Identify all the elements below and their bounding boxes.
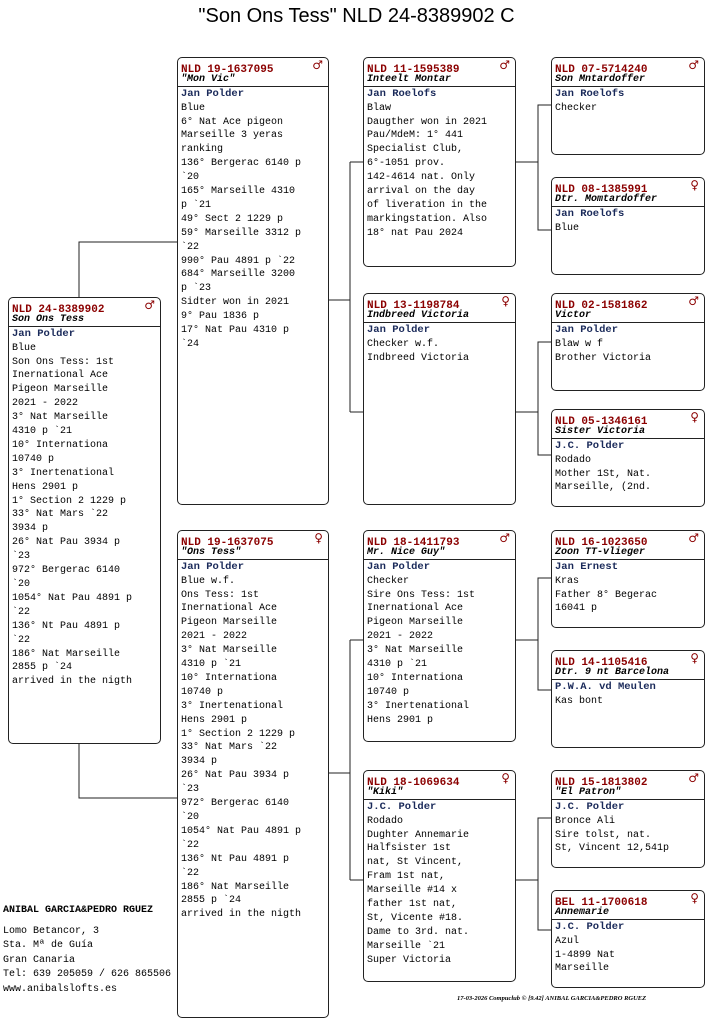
- owner-name: J.C. Polder: [367, 801, 437, 813]
- pigeon-name: Zoon TT-vlieger: [552, 546, 704, 560]
- owner-name: J.C. Polder: [555, 921, 625, 933]
- sex-symbol-icon: ♂: [688, 531, 699, 545]
- owner-name: Jan Ernest: [555, 561, 619, 573]
- pigeon-card-sds[interactable]: [551, 293, 705, 391]
- sex-symbol-icon: ♂: [312, 58, 323, 72]
- pigeon-info: Checker w.f. Indbreed Victoria: [367, 338, 470, 364]
- pigeon-info: Checker: [555, 102, 598, 114]
- ring-number: NLD 11-1595389: [367, 64, 460, 76]
- breeder-address-line: Lomo Betancor, 3: [3, 925, 100, 937]
- owner-name: J.C. Polder: [555, 801, 625, 813]
- owner-name: Jan Roelofs: [555, 88, 625, 100]
- pigeon-info: Blaw Daugther won in 2021 Pau/MdeM: 1° 441 Specialist Club, 6°-1051 prov. 142-4614 nat. Only arrival on the day of liveration in the markingstation. Also 18° nat Pau 2024: [367, 102, 488, 239]
- pigeon-name: Victor: [552, 309, 704, 323]
- pigeon-info: Blaw w f Brother Victoria: [555, 338, 652, 364]
- pigeon-info: Checker Sire Ons Tess: 1st Inernational Ace Pigeon Marseille 2021 - 2022 3° Nat Marseille 4310 p `21 10° Internationa 10740 p 3° Inertenational Hens 2901 p: [367, 575, 476, 726]
- sex-symbol-icon: ♀: [690, 651, 699, 665]
- ring-number: NLD 02-1581862: [555, 300, 648, 312]
- owner-name: J.C. Polder: [555, 440, 625, 452]
- pigeon-name: Dtr. 9 nt Barcelona: [552, 666, 704, 680]
- sex-symbol-icon: ♀: [690, 410, 699, 424]
- pigeon-card-ssd[interactable]: [551, 177, 705, 275]
- sex-symbol-icon: ♀: [690, 891, 699, 905]
- ring-number: NLD 13-1198784: [367, 300, 460, 312]
- sex-symbol-icon: ♀: [314, 531, 323, 545]
- pigeon-name: "Kiki": [364, 786, 515, 800]
- owner-name: Jan Polder: [181, 561, 245, 573]
- breeder-info: [3, 904, 171, 997]
- ring-number: BEL 11-1700618: [555, 897, 648, 909]
- owner-name: Jan Polder: [12, 328, 76, 340]
- pigeon-name: Son Mntardoffer: [552, 73, 704, 87]
- ring-number: NLD 07-5714240: [555, 64, 648, 76]
- owner-name: Jan Roelofs: [555, 208, 625, 220]
- ring-number: NLD 24-8389902: [12, 304, 105, 316]
- pigeon-name: Son Ons Tess: [9, 313, 160, 327]
- sex-symbol-icon: ♂: [144, 298, 155, 312]
- pigeon-name: "Mon Vic": [178, 73, 328, 87]
- ring-number: NLD 19-1637075: [181, 537, 274, 549]
- pigeon-card-subject[interactable]: [8, 297, 161, 744]
- pigeon-card-sire[interactable]: [177, 57, 329, 505]
- pigeon-name: Mr. Nice Guy": [364, 546, 515, 560]
- pigeon-info: Blue w.f. Ons Tess: 1st Inernational Ace Pigeon Marseille 2021 - 2022 3° Nat Marseille 4310 p `21 10° Internationa 10740 p 3° Inertenational Hens 2901 p 1° Section 2 1229 p 33° Nat Mars `22 3934 p 26° Nat Pau 3934 p `23 972° Bergerac 6140 `20 1054° Nat Pau 4891 p `22 136° Nt Pau 4891 p `22 186° Nat Marseille 2855 p `24 arrived in the nigth: [181, 575, 302, 921]
- ring-number: NLD 18-1069634: [367, 777, 460, 789]
- ring-number: NLD 08-1385991: [555, 184, 648, 196]
- owner-name: P.W.A. vd Meulen: [555, 681, 656, 693]
- pigeon-card-sire-sire[interactable]: [363, 57, 516, 267]
- pigeon-card-dam-dam[interactable]: [363, 770, 516, 982]
- pigeon-card-sss[interactable]: [551, 57, 705, 155]
- breeder-address-line: Sta. Mª de Guía: [3, 940, 94, 951]
- pigeon-card-dam-sire[interactable]: [363, 530, 516, 742]
- pigeon-info: Rodado Mother 1St, Nat. Marseille, (2nd.: [555, 454, 652, 494]
- pigeon-card-dss[interactable]: [551, 530, 705, 628]
- pigeon-card-dsd[interactable]: [551, 650, 705, 748]
- pedigree-title: "Son Ons Tess" NLD 24-8389902 C: [198, 5, 515, 27]
- pigeon-info: Rodado Dughter Annemarie Halfsister 1st nat, St Vincent, Fram 1st nat, Marseille #14 x father 1st nat, St, Vicente #18. Dame to 3rd. nat. Marseille `21 Super Victoria: [367, 815, 470, 966]
- pigeon-info: Azul 1-4899 Nat Marseille: [555, 935, 616, 975]
- pigeon-info: Blue 6° Nat Ace pigeon Marseille 3 yeras ranking 136° Bergerac 6140 p `20 165° Marseille 4310 p `21 49° Sect 2 1229 p 59° Marseille 3312 p `22 990° Pau 4891 p `22 684° Marseille 3200 p `23 Sidter won in 2021 9° Pau 1836 p 17° Nat Pau 4310 p `24: [181, 102, 302, 350]
- sex-symbol-icon: ♂: [499, 531, 510, 545]
- breeder-website[interactable]: www.anibalslofts.es: [3, 983, 118, 995]
- owner-name: Jan Roelofs: [367, 88, 437, 100]
- owner-name: Jan Polder: [181, 88, 245, 100]
- ring-number: NLD 15-1813802: [555, 777, 648, 789]
- sex-symbol-icon: ♂: [688, 771, 699, 785]
- ring-number: NLD 16-1023650: [555, 537, 648, 549]
- sex-symbol-icon: ♀: [690, 178, 699, 192]
- pigeon-name: Dtr. Momtardoffer: [552, 193, 704, 207]
- pigeon-card-dam[interactable]: [177, 530, 329, 1018]
- print-footer: 17-03-2026 Compuclub © [9.42] ANIBAL GARCIA&PEDRO RGUEZ: [457, 995, 647, 1002]
- pigeon-info: Kras Father 8° Begerac 16041 p: [555, 575, 658, 615]
- pigeon-info: Blue Son Ons Tess: 1st Inernational Ace Pigeon Marseille 2021 - 2022 3° Nat Marseille 4310 p `21 10° Internationa 10740 p 3° Inertenational Hens 2901 p 1° Section 2 1229 p 33° Nat Mars `22 3934 p 26° Nat Pau 3934 p `23 972° Bergerac 6140 `20 1054° Nat Pau 4891 p `22 136° Nt Pau 4891 p `22 186° Nat Marseille 2855 p `24 arrived in the nigth: [12, 342, 133, 688]
- ring-number: NLD 18-1411793: [367, 537, 460, 549]
- ring-number: NLD 05-1346161: [555, 416, 648, 428]
- breeder-phone: Tel: 639 205059 / 626 865506: [3, 969, 172, 980]
- pigeon-name: Annemarie: [552, 906, 704, 920]
- owner-name: Jan Polder: [555, 324, 619, 336]
- pigeon-card-sdd[interactable]: [551, 409, 705, 507]
- pigeon-info: Kas bont: [555, 695, 604, 707]
- owner-name: Jan Polder: [367, 561, 431, 573]
- pigeon-name: Sister Victoria: [552, 425, 704, 439]
- sex-symbol-icon: ♀: [501, 771, 510, 785]
- pigeon-info: Blue: [555, 222, 580, 234]
- ring-number: NLD 19-1637095: [181, 64, 274, 76]
- breeder-address-line: Gran Canaria: [3, 954, 76, 966]
- pigeon-name: Indbreed Victoria: [364, 309, 515, 323]
- ring-number: NLD 14-1105416: [555, 657, 648, 669]
- pigeon-card-sire-dam[interactable]: [363, 293, 516, 505]
- pigeon-card-ddd[interactable]: [551, 890, 705, 988]
- sex-symbol-icon: ♀: [501, 294, 510, 308]
- sex-symbol-icon: ♂: [688, 58, 699, 72]
- pigeon-info: Bronce Ali Sire tolst, nat. St, Vincent 12,541p: [555, 815, 670, 855]
- sex-symbol-icon: ♂: [499, 58, 510, 72]
- pigeon-name: "Ons Tess": [178, 546, 328, 560]
- pigeon-name: "El Patron": [552, 786, 704, 800]
- pigeon-name: Inteelt Montar: [364, 73, 515, 87]
- owner-name: Jan Polder: [367, 324, 431, 336]
- sex-symbol-icon: ♂: [688, 294, 699, 308]
- breeder-name: ANIBAL GARCIA&PEDRO RGUEZ: [3, 905, 154, 916]
- pigeon-card-dds[interactable]: [551, 770, 705, 868]
